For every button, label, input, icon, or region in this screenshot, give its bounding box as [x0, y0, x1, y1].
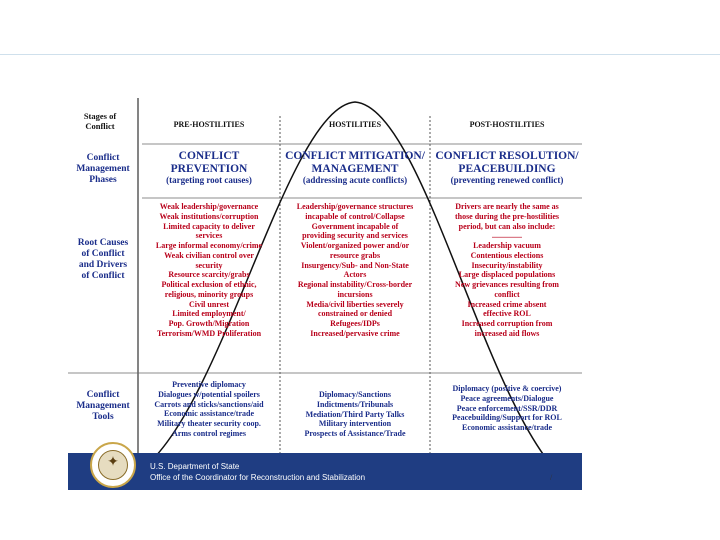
- cause-item: Drivers are nearly the same as: [455, 202, 559, 211]
- cause-item: Violent/organized power and/or: [300, 241, 410, 250]
- cause-item: Leadership vacuum: [473, 241, 541, 250]
- tool-item: Peace agreements/Dialogue: [460, 393, 554, 403]
- tools-list-pre-hostilities: [140, 380, 278, 439]
- row-label-line: Root Causes: [77, 238, 129, 248]
- cause-item: Pop. Growth/Migration: [168, 319, 250, 328]
- cause-item: Political exclusion of ethnic,: [161, 280, 257, 289]
- phase-title: CONFLICT RESOLUTION/: [435, 150, 579, 162]
- row-label-causes: [70, 238, 136, 282]
- cause-item: Insurgency/Sub- and Non-State: [301, 260, 409, 270]
- row-label-line: Conflict: [86, 153, 120, 163]
- tool-item: Economic assistance/trade: [462, 423, 552, 432]
- cause-item: ...............: [492, 231, 522, 241]
- cause-item: Increased corruption from: [461, 319, 553, 328]
- phase-title: PEACEBUILDING: [458, 162, 556, 175]
- cause-item: Leadership/governance structures: [296, 202, 414, 211]
- cause-item: security: [195, 260, 223, 270]
- tool-item: Peacebuilding/Support for ROL: [452, 413, 562, 423]
- cause-item: period, but can also include:: [458, 221, 556, 231]
- row-label-line: Phases: [89, 174, 117, 185]
- phase-subtitle: (preventing renewed conflict): [450, 175, 564, 186]
- cause-item: effective ROL: [483, 309, 531, 319]
- tool-item: Peace enforcement/SSR/DDR: [456, 403, 558, 413]
- state-department-seal-icon: [90, 442, 136, 488]
- top-divider-line: [0, 54, 720, 55]
- cause-item: Weak civilian control over: [164, 250, 254, 260]
- cause-item: providing security and services: [302, 231, 408, 241]
- footer-department: U.S. Department of State: [150, 462, 240, 471]
- causes-list-post-hostilities: [432, 202, 582, 339]
- row-label-line: and Drivers: [78, 259, 128, 270]
- cause-item: Large displaced populations: [458, 270, 556, 280]
- cause-item: those during the pre-hostilities: [454, 211, 560, 221]
- tool-item: Military intervention: [318, 419, 392, 429]
- cause-item: constrained or denied: [317, 309, 393, 319]
- phase-title: PREVENTION: [170, 162, 248, 175]
- cause-item: Contentious elections: [470, 250, 544, 260]
- corner-mark: /: [550, 473, 553, 482]
- phase-conflict-mitigation: [282, 150, 428, 186]
- stage-post-hostilities: POST-HOSTILITIES: [469, 120, 545, 129]
- footer-office: Office of the Coordinator for Reconstruction and Stabilization: [150, 473, 366, 482]
- row-label-tools: [70, 390, 136, 423]
- cause-item: Increased crime absent: [467, 299, 547, 309]
- row-label-header: [70, 112, 130, 132]
- tool-item: Indictments/Tribunals: [316, 399, 394, 409]
- causes-list-hostilities: [282, 202, 428, 339]
- tool-item: Dialogues w/potential spoilers: [158, 389, 260, 399]
- cause-item: incursions: [337, 289, 373, 299]
- row-label-line: Tools: [92, 411, 114, 422]
- cause-item: Weak leadership/governance: [159, 202, 259, 211]
- cause-item: Regional instability/Cross-border: [297, 280, 413, 289]
- cause-item: Limited employment/: [172, 309, 246, 319]
- row-label-line: Management: [76, 163, 130, 174]
- cause-item: conflict: [494, 289, 520, 299]
- tool-item: Mediation/Third Party Talks: [305, 409, 405, 419]
- tool-item: Preventive diplomacy: [172, 380, 246, 389]
- cause-item: religious, minority groups: [164, 289, 254, 299]
- cause-item: increased aid flows: [474, 328, 540, 338]
- cause-item: Media/civil liberties severely: [306, 299, 404, 309]
- stage-hostilities: HOSTILITIES: [328, 120, 382, 129]
- seal-emblem: [98, 450, 128, 480]
- row-label-header-line: Stages of: [83, 111, 117, 121]
- tool-item: Economic assistance/trade: [164, 409, 254, 419]
- cause-item: Refugees/IDPs: [330, 319, 380, 328]
- cause-item: Terrorism/WMD Proliferation: [156, 328, 262, 338]
- causes-list-pre-hostilities: [140, 202, 278, 339]
- phase-title: MANAGEMENT: [311, 162, 399, 175]
- cause-item: services: [195, 231, 223, 241]
- tool-item: Prospects of Assistance/Trade: [304, 429, 406, 438]
- phase-subtitle: (targeting root causes): [166, 175, 252, 186]
- cause-item: Resource scarcity/grabs: [168, 270, 250, 280]
- row-label-phases: [70, 153, 136, 186]
- tools-list-hostilities: [282, 390, 428, 439]
- row-label-line: of Conflict: [81, 248, 125, 259]
- row-label-header-line: Conflict: [85, 120, 115, 131]
- cause-item: Large informal economy/crime: [155, 241, 263, 250]
- cause-item: Civil unrest: [188, 299, 230, 309]
- phase-title: CONFLICT MITIGATION/: [285, 150, 425, 162]
- phase-title: CONFLICT: [178, 150, 240, 162]
- cause-item: Increased/pervasive crime: [310, 328, 400, 338]
- phase-subtitle: (addressing acute conflicts): [302, 175, 408, 186]
- phase-conflict-prevention: [142, 150, 276, 186]
- row-label-line: Conflict: [86, 390, 120, 400]
- tool-item: Diplomacy (positive & coercive): [452, 384, 562, 393]
- phase-conflict-resolution: [432, 150, 582, 186]
- cause-item: incapable of control/Collapse: [305, 211, 405, 221]
- cause-item: Actors: [343, 270, 367, 280]
- cause-item: Limited capacity to deliver: [163, 221, 255, 231]
- footer-banner: [68, 453, 582, 490]
- cause-item: Insecurity/instability: [471, 260, 543, 270]
- tool-item: Diplomacy/Sanctions: [318, 390, 391, 399]
- tool-item: Arms control regimes: [172, 428, 246, 438]
- tool-item: Carrots and sticks/sanctions/aid: [154, 399, 264, 409]
- eagle-icon: ✦: [107, 455, 119, 470]
- tools-list-post-hostilities: [432, 384, 582, 433]
- row-label-line: Management: [76, 400, 130, 411]
- stage-pre-hostilities: PRE-HOSTILITIES: [173, 120, 245, 129]
- row-label-line: of Conflict: [81, 270, 125, 281]
- cause-item: Weak institutions/corruption: [159, 211, 259, 221]
- cause-item: Government incapable of: [311, 221, 399, 231]
- cause-item: resource grabs: [329, 250, 381, 260]
- conflict-stages-diagram: [68, 98, 582, 490]
- tool-item: Military theater security coop.: [157, 419, 261, 428]
- cause-item: New grievances resulting from: [455, 280, 559, 289]
